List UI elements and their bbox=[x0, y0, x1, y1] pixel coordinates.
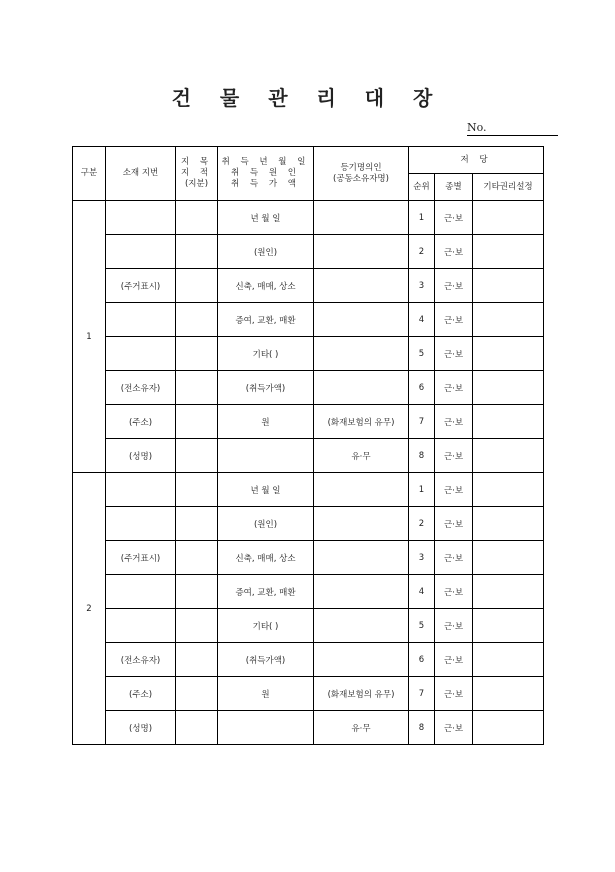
other-rights-cell[interactable] bbox=[473, 371, 544, 405]
type-cell: 근·보 bbox=[435, 201, 473, 235]
acquisition-cell[interactable]: 기타( ) bbox=[218, 337, 314, 371]
land-cell[interactable] bbox=[176, 473, 218, 507]
land-cell[interactable] bbox=[176, 303, 218, 337]
other-rights-cell[interactable] bbox=[473, 439, 544, 473]
acquisition-cell[interactable]: 년 월 일 bbox=[218, 201, 314, 235]
other-rights-cell[interactable] bbox=[473, 575, 544, 609]
table-row bbox=[73, 643, 544, 677]
table-row bbox=[73, 677, 544, 711]
table-row bbox=[73, 507, 544, 541]
owner-cell[interactable]: 유·무 bbox=[314, 439, 409, 473]
table-row bbox=[73, 303, 544, 337]
owner-cell[interactable] bbox=[314, 235, 409, 269]
other-rights-cell[interactable] bbox=[473, 711, 544, 745]
header-rank: 순위 bbox=[409, 174, 435, 201]
header-category: 구분 bbox=[73, 147, 106, 201]
owner-cell[interactable] bbox=[314, 541, 409, 575]
owner-cell[interactable] bbox=[314, 303, 409, 337]
owner-cell[interactable] bbox=[314, 643, 409, 677]
location-cell[interactable]: (전소유자) bbox=[106, 643, 176, 677]
table-row bbox=[73, 473, 544, 507]
other-rights-cell[interactable] bbox=[473, 541, 544, 575]
table-row bbox=[73, 371, 544, 405]
location-cell[interactable]: (주소) bbox=[106, 677, 176, 711]
acquisition-cell[interactable] bbox=[218, 439, 314, 473]
header-acquisition: 취 득 년 월 일 취 득 원 인 취 득 가 액 bbox=[218, 147, 314, 201]
table-row bbox=[73, 405, 544, 439]
rank-cell: 7 bbox=[409, 405, 435, 439]
location-cell[interactable] bbox=[106, 235, 176, 269]
rank-cell: 3 bbox=[409, 541, 435, 575]
other-rights-cell[interactable] bbox=[473, 405, 544, 439]
other-rights-cell[interactable] bbox=[473, 473, 544, 507]
rank-cell: 2 bbox=[409, 507, 435, 541]
acquisition-cell[interactable]: 신축, 매매, 상소 bbox=[218, 541, 314, 575]
land-cell[interactable] bbox=[176, 643, 218, 677]
rank-cell: 8 bbox=[409, 711, 435, 745]
table-row bbox=[73, 439, 544, 473]
land-cell[interactable] bbox=[176, 711, 218, 745]
owner-cell[interactable]: (화재보험의 유무) bbox=[314, 677, 409, 711]
owner-cell[interactable] bbox=[314, 507, 409, 541]
acquisition-cell[interactable]: 원 bbox=[218, 677, 314, 711]
owner-cell[interactable] bbox=[314, 575, 409, 609]
type-cell: 근·보 bbox=[435, 405, 473, 439]
rank-cell: 6 bbox=[409, 371, 435, 405]
acquisition-cell[interactable]: 기타( ) bbox=[218, 609, 314, 643]
group-label-cell: 2 bbox=[73, 473, 106, 745]
location-cell[interactable]: (주거표시) bbox=[106, 541, 176, 575]
land-cell[interactable] bbox=[176, 235, 218, 269]
land-cell[interactable] bbox=[176, 541, 218, 575]
other-rights-cell[interactable] bbox=[473, 507, 544, 541]
type-cell: 근·보 bbox=[435, 269, 473, 303]
other-rights-cell[interactable] bbox=[473, 201, 544, 235]
location-cell[interactable] bbox=[106, 507, 176, 541]
document-number-field[interactable]: No. bbox=[467, 121, 558, 136]
header-type: 종별 bbox=[435, 174, 473, 201]
ledger-body bbox=[73, 201, 544, 745]
location-cell[interactable]: (성명) bbox=[106, 711, 176, 745]
acquisition-cell[interactable]: 증여, 교환, 매환 bbox=[218, 575, 314, 609]
location-cell[interactable] bbox=[106, 337, 176, 371]
rank-cell: 3 bbox=[409, 269, 435, 303]
type-cell: 근·보 bbox=[435, 439, 473, 473]
land-cell[interactable] bbox=[176, 609, 218, 643]
acquisition-cell[interactable]: (취득가액) bbox=[218, 643, 314, 677]
location-cell[interactable] bbox=[106, 201, 176, 235]
land-cell[interactable] bbox=[176, 269, 218, 303]
table-row bbox=[73, 337, 544, 371]
owner-cell[interactable]: 유·무 bbox=[314, 711, 409, 745]
group-label-cell: 1 bbox=[73, 201, 106, 473]
location-cell[interactable]: (주거표시) bbox=[106, 269, 176, 303]
header-location: 소재 지번 bbox=[106, 147, 176, 201]
rank-cell: 7 bbox=[409, 677, 435, 711]
location-cell[interactable] bbox=[106, 303, 176, 337]
type-cell: 근·보 bbox=[435, 303, 473, 337]
rank-cell: 2 bbox=[409, 235, 435, 269]
land-cell[interactable] bbox=[176, 677, 218, 711]
land-cell[interactable] bbox=[176, 337, 218, 371]
table-row bbox=[73, 711, 544, 745]
acquisition-cell[interactable]: 원 bbox=[218, 405, 314, 439]
land-cell[interactable] bbox=[176, 201, 218, 235]
table-row bbox=[73, 541, 544, 575]
land-cell[interactable] bbox=[176, 507, 218, 541]
header-owner: 등기명의인 (공동소유자명) bbox=[314, 147, 409, 201]
location-cell[interactable]: (성명) bbox=[106, 439, 176, 473]
owner-cell[interactable] bbox=[314, 609, 409, 643]
page-title: 건 물 관 리 대 장 bbox=[171, 86, 444, 110]
rank-cell: 4 bbox=[409, 303, 435, 337]
acquisition-cell[interactable] bbox=[218, 711, 314, 745]
owner-cell[interactable] bbox=[314, 269, 409, 303]
location-cell[interactable]: (주소) bbox=[106, 405, 176, 439]
owner-cell[interactable] bbox=[314, 371, 409, 405]
location-cell[interactable] bbox=[106, 473, 176, 507]
land-cell[interactable] bbox=[176, 371, 218, 405]
type-cell: 근·보 bbox=[435, 507, 473, 541]
type-cell: 근·보 bbox=[435, 235, 473, 269]
other-rights-cell[interactable] bbox=[473, 269, 544, 303]
location-cell[interactable] bbox=[106, 609, 176, 643]
acquisition-cell[interactable]: (원인) bbox=[218, 507, 314, 541]
building-ledger-table bbox=[72, 146, 544, 745]
acquisition-cell[interactable]: 증여, 교환, 매환 bbox=[218, 303, 314, 337]
acquisition-cell[interactable]: (취득가액) bbox=[218, 371, 314, 405]
other-rights-cell[interactable] bbox=[473, 643, 544, 677]
header-mortgage: 저 당 bbox=[409, 147, 544, 174]
rank-cell: 4 bbox=[409, 575, 435, 609]
rank-cell: 5 bbox=[409, 609, 435, 643]
type-cell: 근·보 bbox=[435, 677, 473, 711]
owner-cell[interactable]: (화재보험의 유무) bbox=[314, 405, 409, 439]
location-cell[interactable]: (전소유자) bbox=[106, 371, 176, 405]
other-rights-cell[interactable] bbox=[473, 677, 544, 711]
table-row bbox=[73, 575, 544, 609]
table-row bbox=[73, 609, 544, 643]
location-cell[interactable] bbox=[106, 575, 176, 609]
owner-cell[interactable] bbox=[314, 201, 409, 235]
land-cell[interactable] bbox=[176, 405, 218, 439]
type-cell: 근·보 bbox=[435, 473, 473, 507]
table-row bbox=[73, 235, 544, 269]
rank-cell: 1 bbox=[409, 473, 435, 507]
rank-cell: 6 bbox=[409, 643, 435, 677]
land-cell[interactable] bbox=[176, 439, 218, 473]
table-row bbox=[73, 201, 544, 235]
owner-cell[interactable] bbox=[314, 337, 409, 371]
rank-cell: 8 bbox=[409, 439, 435, 473]
other-rights-cell[interactable] bbox=[473, 337, 544, 371]
header-land: 지 목 지 적 (지분) bbox=[176, 147, 218, 201]
type-cell: 근·보 bbox=[435, 541, 473, 575]
header-other-rights: 기타권리설정 bbox=[473, 174, 544, 201]
acquisition-cell[interactable]: (원인) bbox=[218, 235, 314, 269]
other-rights-cell[interactable] bbox=[473, 303, 544, 337]
type-cell: 근·보 bbox=[435, 371, 473, 405]
type-cell: 근·보 bbox=[435, 575, 473, 609]
type-cell: 근·보 bbox=[435, 337, 473, 371]
owner-cell[interactable] bbox=[314, 473, 409, 507]
other-rights-cell[interactable] bbox=[473, 609, 544, 643]
table-row bbox=[73, 269, 544, 303]
rank-cell: 5 bbox=[409, 337, 435, 371]
type-cell: 근·보 bbox=[435, 711, 473, 745]
type-cell: 근·보 bbox=[435, 609, 473, 643]
acquisition-cell[interactable]: 년 월 일 bbox=[218, 473, 314, 507]
land-cell[interactable] bbox=[176, 575, 218, 609]
other-rights-cell[interactable] bbox=[473, 235, 544, 269]
type-cell: 근·보 bbox=[435, 643, 473, 677]
rank-cell: 1 bbox=[409, 201, 435, 235]
acquisition-cell[interactable]: 신축, 매매, 상소 bbox=[218, 269, 314, 303]
